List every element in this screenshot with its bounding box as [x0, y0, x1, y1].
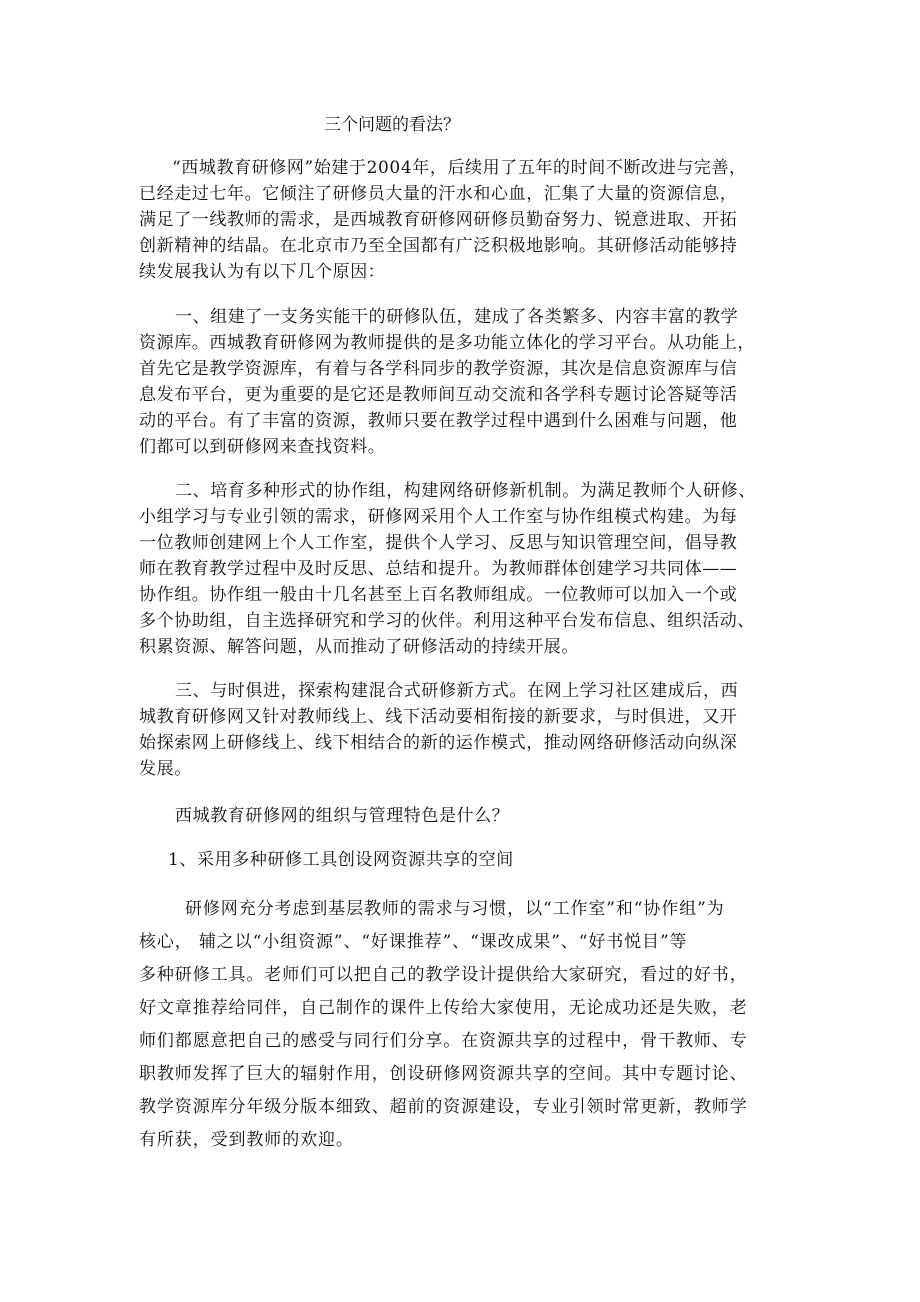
point-one-line: 有所获，受到教师的欢迎。: [139, 1130, 354, 1150]
reason-three-line: 始探索网上研修线上、线下相结合的新的运作模式，推动网络研修活动向纵深: [139, 733, 738, 753]
reason-two-line: 协作组。协作组一般由十几名甚至上百名教师组成。一位教师可以加入一个或: [139, 585, 738, 605]
reason-one-line: 首先它是教学资源库，有着与各学科同步的教学资源，其次是信息资源库与信: [139, 359, 738, 379]
reason-one-line: 一、组建了一支务实能干的研修队伍，建成了各类繁多、内容丰富的教学: [175, 307, 739, 327]
intro-line: 已经走过七年。它倾注了研修员大量的汗水和心血，汇集了大量的资源信息，: [139, 184, 738, 204]
reason-two-line: 多个协助组，自主选择研究和学习的伙伴。利用这种平台发布信息、组织活动、: [139, 611, 755, 631]
point-one-line: 好文章推荐给同伴，自己制作的课件上传给大家使用，无论成功还是失败，老: [139, 998, 748, 1018]
reason-two-line: 师在教育教学过程中及时反思、总结和提升。为教师群体创建学习共同体——: [139, 559, 738, 579]
point-one-line: 研修网充分考虑到基层教师的需求与习惯，以“工作室”和“协作组”为: [185, 899, 725, 919]
section-subtitle: 三个问题的看法？: [324, 115, 460, 135]
reason-three-line: 发展。: [139, 759, 192, 779]
intro-line: 创新精神的结晶。在北京市乃至全国都有广泛积极地影响。其研修活动能够持: [139, 236, 738, 256]
reason-three-line: 三、与时俱进，探索构建混合式研修新方式。在网上学习社区建成后，西: [175, 681, 739, 701]
point-one-line: 师们都愿意把自己的感受与同行们分享。在资源共享的过程中，骨干教师、专: [139, 1031, 748, 1051]
intro-line: 满足了一线教师的需求，是西城教育研修网研修员勤奋努力、锐意进取、开拓: [139, 210, 738, 230]
reason-one-line: 动的平台。有了丰富的资源，教师只要在教学过程中遇到什么困难与问题，他: [139, 411, 738, 431]
point-one-line: 多种研修工具。老师们可以把自己的教学设计提供给大家研究，看过的好书，: [139, 965, 748, 985]
reason-two-line: 积累资源、解答问题，从而推动了研修活动的持续开展。: [139, 637, 579, 657]
reason-one-line: 息发布平台，更为重要的是它还是教师间互动交流和各学科专题讨论答疑等活: [139, 385, 738, 405]
reason-one-line: 们都可以到研修网来查找资料。: [139, 437, 386, 457]
reason-one-line: 资源库。西城教育研修网为教师提供的是多功能立体化的学习平台。从功能上，: [139, 333, 755, 353]
reason-two-line: 小组学习与专业引领的需求，研修网采用个人工作室与协作组模式构建。为每: [139, 507, 738, 527]
reason-two-line: 一位教师创建网上个人工作室，提供个人学习、反思与知识管理空间，倡导教: [139, 533, 738, 553]
question-heading: 西城教育研修网的组织与管理特色是什么？: [175, 806, 510, 826]
reason-two-line: 二、培育多种形式的协作组，构建网络研修新机制。为满足教师个人研修、: [175, 481, 756, 501]
intro-line: 续发展我认为有以下几个原因：: [139, 262, 386, 282]
reason-three-line: 城教育研修网又针对教师线上、线下活动要相衔接的新要求，与时俱进，又开: [139, 707, 738, 727]
intro-line: “西城教育研修网”始建于2004年，后续用了五年的时间不断改进与完善，: [172, 158, 747, 178]
point-one-line: 教学资源库分年级分版本细致、超前的资源建设，专业引领时常更新，教师学: [139, 1097, 748, 1117]
point-one-line: 核心， 辅之以“小组资源”、“好课推荐”、“课改成果”、“好书悦目”等: [139, 932, 688, 952]
point-one-line: 职教师发挥了巨大的辐射作用，创设研修网资源共享的空间。其中专题讨论、: [139, 1064, 748, 1084]
point-one-heading: 1、采用多种研修工具创设网资源共享的空间: [168, 850, 514, 870]
